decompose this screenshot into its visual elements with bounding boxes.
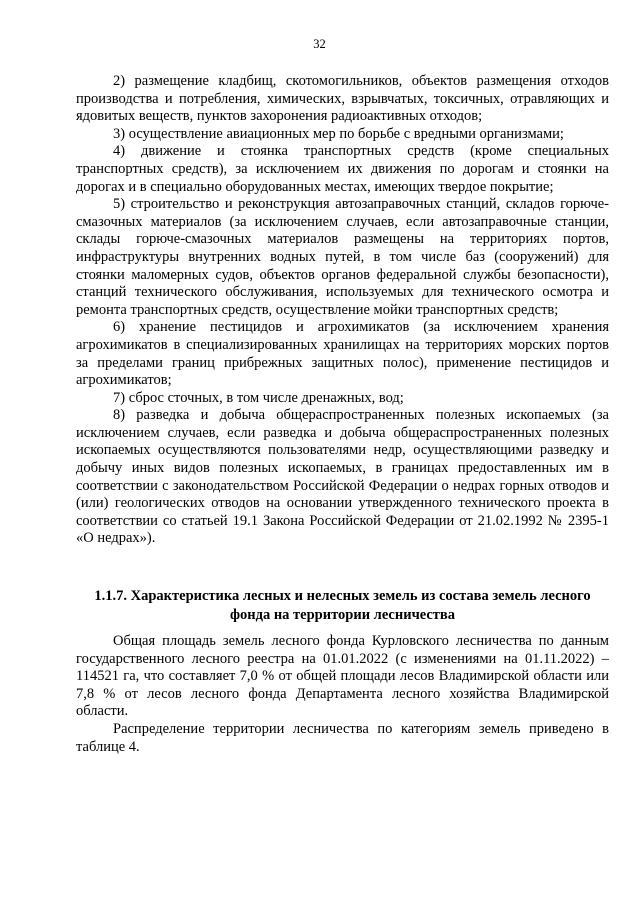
paragraph: Общая площадь земель лесного фонда Курловского лесничества по данным государственного лесного реестра на 01.01.2022 (с изменениями на 01.11.2022) – 114521 га, что составляет 7,0 % от общей площади лесов Владимирской области или 7,8 % от лесов лесного фонда Департамента лесного хозяйства Владимирской области. — [76, 633, 609, 720]
section-body — [76, 633, 609, 756]
list-item: 8) разведка и добыча общераспространенных полезных ископаемых (за исключением случаев, если разведка и добыча общераспространенных полезных ископаемых осуществляются пользователями недр, осуществляющими разведку и добычу иных видов полезных ископаемых, в границах предоставленных им в соответствии с законодательством Российской Федерации о недрах горных отводов и (или) геологических отводов на основании утвержденного технического проекта в соответствии со статьей 19.1 Закона Российской Федерации от 21.02.1992 № 2395-1 «О недрах»). — [76, 407, 609, 547]
list-item: 7) сброс сточных, в том числе дренажных, вод; — [113, 389, 404, 406]
list-item: 3) осуществление авиационных мер по борьбе с вредными организмами; — [113, 125, 564, 142]
list-item: 5) строительство и реконструкция автозаправочных станций, складов горюче-смазочных материалов (за исключением случаев, если автозаправочные станции, склады горюче-смазочных материалов размещены на территориях портов, инфраструктуры внутренних водных путей, в том числе баз (сооружений) для стоянки маломерных судов, объектов органов федеральной службы безопасности), станций технического обслуживания, используемых для технического осмотра и ремонта транспортных средств, осуществление мойки транспортных средств; — [76, 196, 609, 318]
list-item: 6) хранение пестицидов и агрохимикатов (за исключением хранения агрохимикатов в специализированных хранилищах на территориях морских портов за пределами границ прибрежных защитных полос), применение пестицидов и агрохимикатов; — [76, 319, 609, 389]
paragraph: Распределение территории лесничества по категориям земель приведено в таблице 4. — [76, 720, 609, 755]
section-heading: 1.1.7. Характеристика лесных и нелесных земель из состава земель лесного фонда на территории лесничества — [94, 588, 591, 623]
list-item: 2) размещение кладбищ, скотомогильников, объектов размещения отходов производства и потребления, химических, взрывчатых, токсичных, отравляющих и ядовитых веществ, пунктов захоронения радиоактивных отходов; — [76, 73, 609, 125]
page-number: 32 — [313, 37, 326, 51]
list-item: 4) движение и стоянка транспортных средств (кроме специальных транспортных средств), за исключением их движения по дорогам и стоянки на дорогах и в специально оборудованных местах, имеющих твердое покрытие; — [76, 143, 609, 195]
restrictions-list — [76, 73, 609, 548]
